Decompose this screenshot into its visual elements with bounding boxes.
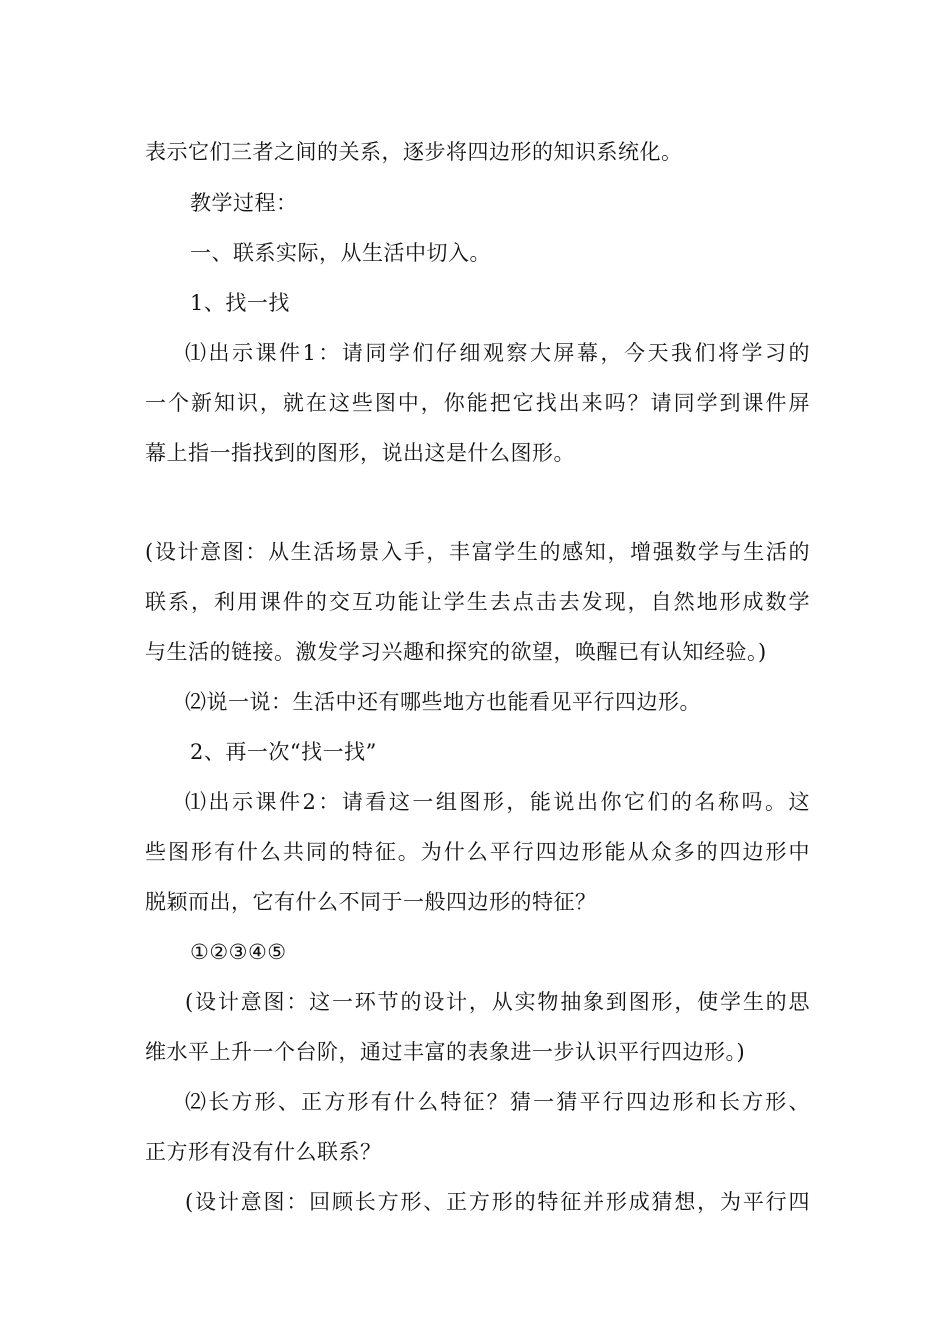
text-line: ⑵长方形、正方形有什么特征？猜一猜平行四边形和长方形、 bbox=[185, 1090, 810, 1114]
subsection-heading: 1、找一找 bbox=[190, 291, 290, 315]
design-intent-note: 与生活的链接。激发学习兴趣和探究的欲望，唤醒已有认知经验。) bbox=[145, 640, 767, 664]
circled-numbers: ①②③④⑤ bbox=[190, 940, 287, 964]
section-heading: 一、联系实际，从生活中切入。 bbox=[190, 241, 491, 265]
design-intent-note: (设计意图：这一环节的设计，从实物抽象到图形，使学生的思 bbox=[185, 990, 810, 1014]
design-intent-note: 联系，利用课件的交互功能让学生去点击去发现，自然地形成数学 bbox=[145, 590, 810, 614]
text-line: 表示它们三者之间的关系，逐步将四边形的知识系统化。 bbox=[145, 140, 683, 164]
text-line: ⑴出示课件1：请同学们仔细观察大屏幕，今天我们将学习的 bbox=[185, 341, 810, 365]
section-heading: 教学过程： bbox=[190, 191, 298, 215]
text-line: 脱颖而出，它有什么不同于一般四边形的特征？ bbox=[145, 890, 597, 914]
design-intent-note: 维水平上升一个台阶，通过丰富的表象进一步认识平行四边形。) bbox=[145, 1040, 746, 1064]
design-intent-note: (设计意图：回顾长方形、正方形的特征并形成猜想，为平行四 bbox=[185, 1190, 810, 1214]
subsection-heading: 2、再一次“找一找” bbox=[190, 740, 377, 764]
text-line: ⑴出示课件2：请看这一组图形，能说出你它们的名称吗。这 bbox=[185, 790, 810, 814]
text-line: 一个新知识，就在这些图中，你能把它找出来吗？请同学到课件屏 bbox=[145, 391, 810, 415]
design-intent-note: (设计意图：从生活场景入手，丰富学生的感知，增强数学与生活的 bbox=[145, 540, 810, 564]
text-line: 些图形有什么共同的特征。为什么平行四边形能从众多的四边形中 bbox=[145, 840, 810, 864]
text-line: 幕上指一指找到的图形，说出这是什么图形。 bbox=[145, 441, 575, 465]
text-line: ⑵说一说：生活中还有哪些地方也能看见平行四边形。 bbox=[185, 690, 701, 714]
text-line: 正方形有没有什么联系？ bbox=[145, 1140, 382, 1164]
